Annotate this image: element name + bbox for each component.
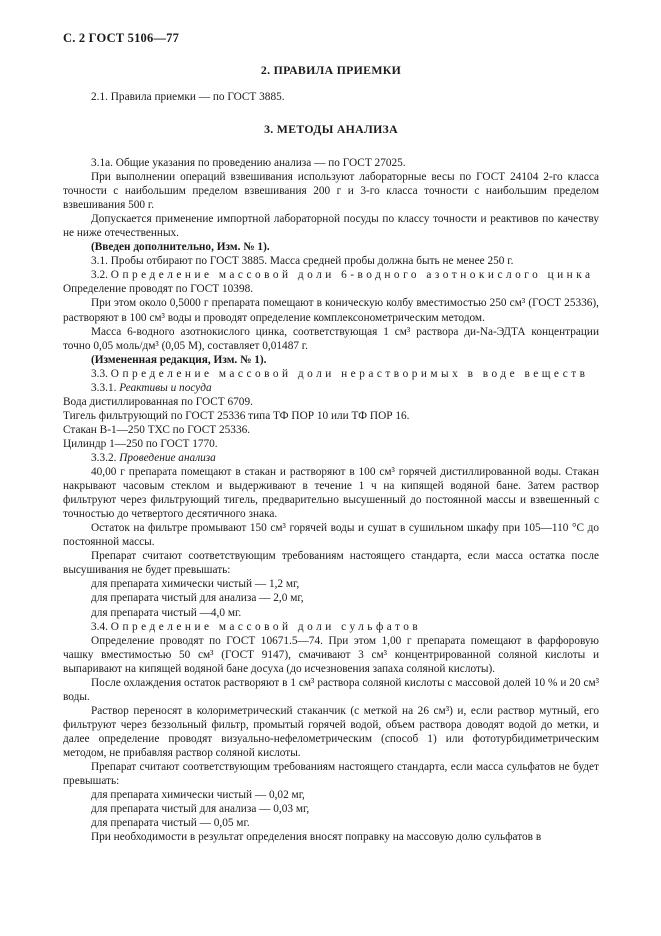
paragraph: Стакан В-1—250 ТХС по ГОСТ 25336. — [63, 423, 251, 436]
subsection-title — [63, 381, 599, 395]
paragraph: При необходимости в результат определения вносят поправку на массовую долю сульфатов в — [91, 831, 542, 844]
section-3-body — [63, 156, 599, 844]
paragraph: Допускается применение импортной лабораторной посуды по классу точности и реактивов по качеству не ниже отечественных. — [63, 213, 599, 240]
paragraph: Тигель фильтрующий по ГОСТ 25336 типа ТФ ПОР 10 или ТФ ПОР 16. — [63, 409, 410, 422]
section-3-title: 3. МЕТОДЫ АНАЛИЗА — [264, 122, 398, 136]
list-item: для препарата химически чистый — 0,02 мг, — [91, 789, 305, 802]
spaced-title: Определение массовой доли сульфатов — [110, 620, 422, 633]
paragraph: 3.1а. Общие указания по проведению анализа — по ГОСТ 27025. — [91, 157, 406, 169]
paragraph: 3.1. Пробы отбирают по ГОСТ 3885. Масса средней пробы должна быть не менее 250 г. — [91, 255, 514, 268]
paragraph: Препарат считают соответствующим требованиям настоящего стандарта, если масса сульфатов не будет превышать: — [63, 761, 599, 788]
italic-title: Проведение анализа — [119, 451, 216, 464]
paragraph: Цилиндр 1—250 по ГОСТ 1770. — [63, 437, 218, 450]
section-2-title: 2. ПРАВИЛА ПРИЕМКИ — [260, 63, 402, 77]
paragraph: При этом около 0,5000 г препарата помещают в коническую колбу вместимостью 250 см³ (ГОСТ 25336), растворяют в 100 см³ воды и проводят определение комплексонометрическим методом. — [63, 297, 599, 324]
paragraph: Определение проводят по ГОСТ 10671.5—74. При этом 1,00 г препарата помещают в фарфоровую чашку вместимостью 50 см³ (ГОСТ 9147), смачивают 3 см³ концентрированной соляной кислоты и выпаривают на кипящей водяной бане досуха (до исчезновения запаха соляной кислоты). — [63, 634, 599, 675]
paragraph: При выполнении операций взвешивания используют лабораторные весы по ГОСТ 24104 2-го класса точности с наибольшим пределом взвешивания 200 г и 3-го класса точности с наибольшим пределом взвешивания 500 г. — [63, 171, 599, 212]
italic-title: Реактивы и посуда — [119, 381, 212, 394]
list-item: для препарата чистый —4,0 мг. — [91, 606, 242, 619]
paragraph: Препарат считают соответствующим требованиям настоящего стандарта, если масса остатка после высушивания не будет превышать: — [63, 550, 599, 577]
clause-number: 3.4. — [91, 620, 108, 633]
paragraph: Определение проводят по ГОСТ 10398. — [63, 283, 254, 296]
paragraph: Масса 6-водного азотнокислого цинка, соответствующая 1 см³ раствора ди-Na-ЭДТА концентрации точно 0,05 моль/дм³ (0,05 М), составляет 0,01487 г. — [63, 325, 599, 352]
paragraph: После охлаждения остаток растворяют в 1 см³ раствора соляной кислоты с массовой долей 10 % и 20 см³ воды. — [63, 676, 599, 703]
subsection-title — [63, 268, 599, 282]
clause-number: 3.3.1. — [91, 381, 117, 394]
amendment-note: (Измененная редакция, Изм. № 1). — [91, 353, 267, 366]
paragraph: Остаток на фильтре промывают 150 см³ горячей воды и сушат в сушильном шкафу при 105—110 °С до постоянной массы. — [63, 522, 599, 549]
paragraph: 40,00 г препарата помещают в стакан и растворяют в 100 см³ горячей дистиллированной воды. Стакан накрывают часовым стеклом и выдерживают в течение 1 ч на кипящей водяной бане. Затем раствор фильтруют через фильтрующий тигель, предварительно высушенный до постоянной массы и взвешенный с точностью до четвертого десятичного знака. — [63, 466, 599, 521]
subsection-title — [63, 620, 599, 634]
list-item: для препарата химически чистый — 1,2 мг, — [91, 578, 300, 591]
clause-number: 3.3.2. — [91, 451, 117, 464]
list-item: для препарата чистый — 0,05 мг. — [91, 817, 250, 830]
list-item: для препарата чистый для анализа — 2,0 мг, — [91, 592, 304, 605]
list-item: для препарата чистый для анализа — 0,03 мг, — [91, 803, 310, 816]
subsection-title — [63, 367, 599, 381]
clause-number: 3.2. — [91, 269, 108, 282]
subsection-title — [63, 451, 599, 465]
spaced-title: Определение массовой доли нерастворимых в воде веществ — [110, 367, 589, 380]
paragraph: 2.1. Правила приемки — по ГОСТ 3885. — [91, 91, 285, 103]
clause-number: 3.3. — [91, 367, 108, 380]
page-header: С. 2 ГОСТ 5106—77 — [63, 31, 180, 45]
paragraph: Вода дистиллированная по ГОСТ 6709. — [63, 395, 253, 408]
paragraph: Раствор переносят в колориметрический стаканчик (с меткой на 26 см³) и, если раствор мутный, его фильтруют через беззольный фильтр, промытый горячей водой, объем раствора доводят водой до метки, и далее определение проводят визуально-нефелометрическим (способ 1) или фототурбидиметрическим методом, не прибавляя раствор соляной кислоты. — [63, 704, 599, 759]
amendment-note: (Введен дополнительно, Изм. № 1). — [91, 241, 270, 254]
spaced-title: Определение массовой доли 6-водного азотнокислого цинка — [110, 269, 594, 282]
section-2-body — [63, 90, 599, 104]
